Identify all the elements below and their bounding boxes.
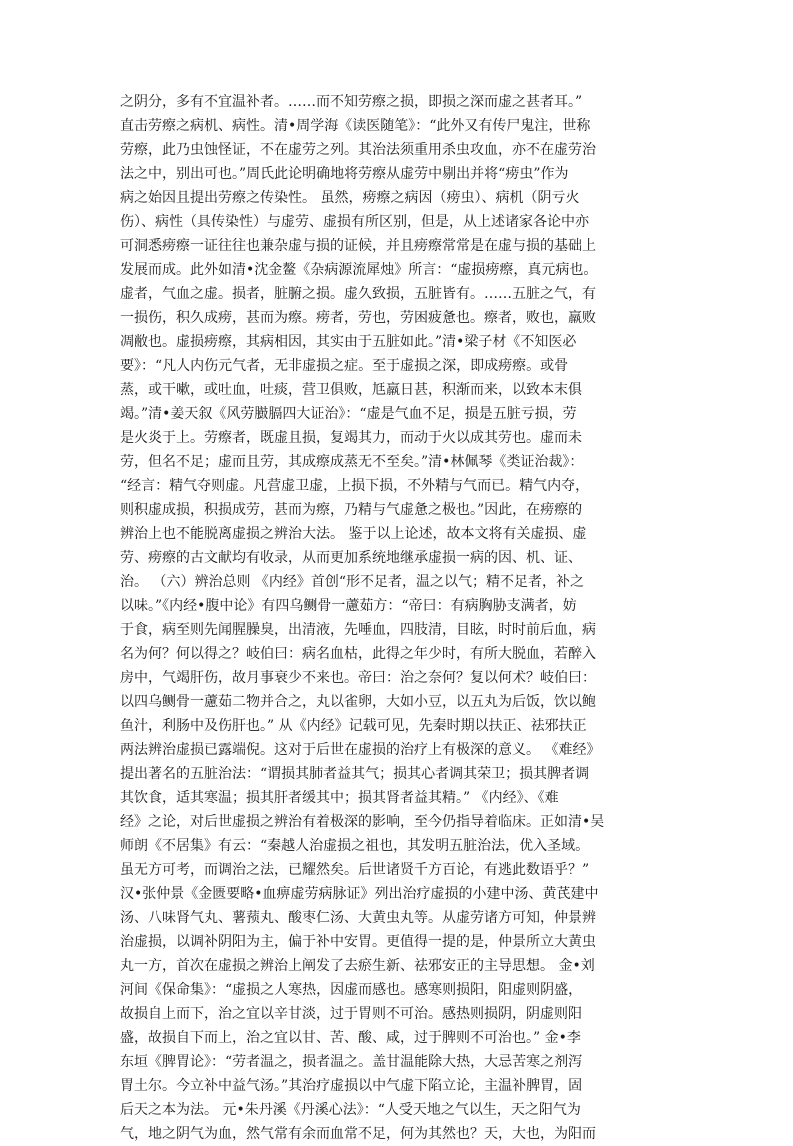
text-line: 辨治上也不能脱离虚损之辨治大法。 鉴于以上论述，故本文将有关虚损、虚: [120, 526, 587, 542]
text-line: 之阴分，多有不宜温补者。……而不知劳瘵之损，即损之深而虚之甚者耳。”: [120, 94, 583, 110]
text-line: 劳瘵，此乃虫蚀怪证，不在虚劳之列。其治法须重用杀虫攻血，亦不在虚劳治: [120, 142, 596, 158]
text-line: 以四乌鲗骨一藘茹二物并合之，丸以雀卵，大如小豆，以五丸为后饭，饮以鲍: [120, 694, 596, 710]
text-line: 东垣《脾胃论》：“劳者温之，损者温之。盖甘温能除大热，大忌苦寒之剂泻: [120, 1054, 583, 1070]
text-line: 要》：“凡人内伤元气者，无非虚损之症。至于虚损之深，即成痨瘵。或骨: [120, 358, 569, 374]
text-line: 后天之本为法。 元•朱丹溪《丹溪心法》：“人受天地之气以生，天之阳气为: [120, 1102, 581, 1118]
text-line: 劳，但名不足；虚而且劳，其成瘵成蒸无不至矣。”清•林佩琴《类证治裁》：: [120, 454, 584, 470]
text-line: 于食，病至则先闻腥臊臭，出清液，先唾血，四肢清，目眩，时时前后血，病: [120, 622, 596, 638]
text-line: 治虚损，以调补阴阳为主，偏于补中安胃。更值得一提的是，仲景所立大黄虫: [120, 934, 596, 950]
text-line: 直击劳瘵之病机、病性。清•周学海《读医随笔》：“此外又有传尸鬼注，世称: [120, 118, 591, 134]
text-line: 丸一方，首次在虚损之辨治上阐发了去瘀生新、祛邪安正的主导思想。 金•刘: [120, 958, 595, 974]
text-line: 其饮食，适其寒温；损其肝者缓其中；损其肾者益其精。” 《内经》、《难: [120, 790, 559, 806]
text-line: 名为何？何以得之？岐伯曰：病名血枯，此得之年少时，有所大脱血，若醉入: [120, 646, 596, 662]
text-line: 虽无方可考，而调治之法，已耀然矣。后世诸贤千方百论，有逃此数语乎？”: [120, 862, 590, 878]
document-page: [120, 90, 665, 1146]
text-line: 河间《保命集》：“虚损之人寒热，因虚而感也。感寒则损阳，阳虚则阴盛，: [120, 982, 583, 998]
text-line: 故损自上而下，治之宜以辛甘淡，过于胃则不可治。感热则损阴，阴虚则阳: [120, 1006, 582, 1022]
text-line: 则积虚成损，积损成劳，甚而为瘵，乃精与气虚惫之极也。”因此，在痨瘵的: [120, 502, 583, 518]
text-line: 发展而成。此外如清•沈金鳌《杂病源流犀烛》所言：“虚损痨瘵，真元病也。: [120, 262, 598, 278]
text-line: 伤）、病性（具传染性）与虚劳、虚损有所区别，但是，从上述诸家各论中亦: [120, 214, 589, 230]
text-line: 盛，故损自下而上，治之宜以甘、苦、酸、咸，过于脾则不可治也。” 金•李: [120, 1030, 581, 1046]
text-line: 气，地之阴气为血，然气常有余而血常不足，何为其然也？天，大也，为阳而: [120, 1126, 596, 1142]
text-line: 虚者，气血之虚。损者，脏腑之损。虚久致损，五脏皆有。……五脏之气，有: [120, 286, 596, 302]
text-line: 一损伤，积久成痨，甚而为瘵。痨者，劳也，劳困疲惫也。瘵者，败也，羸败: [120, 310, 596, 326]
text-line: 以味。”《内经•腹中论》有四乌鲗骨一藘茹方：“帝曰：有病胸胁支满者，妨: [120, 598, 577, 614]
text-line: 法之中，别出可也。”周氏此论明确地将劳瘵从虚劳中剔出并将“痨虫”作为: [120, 166, 569, 182]
text-line: 凋敝也。虚损痨瘵，其病相因，其实由于五脏如此。”清•梁子材《不知医必: [120, 334, 577, 350]
text-line: 是火炎于上。劳瘵者，既虚且损，复竭其力，而动于火以成其劳也。虚而未: [120, 430, 582, 446]
text-line: 两法辨治虚损已露端倪。这对于后世在虚损的治疗上有极深的意义。 《难经》: [120, 742, 601, 758]
text-line: 经》之论，对后世虚损之辨治有着极深的影响，至今仍指导着临床。正如清•吴: [120, 814, 605, 830]
text-line: 可洞悉痨瘵一证往往也兼杂虚与损的证候，并且痨瘵常常是在虚与损的基础上: [120, 238, 596, 254]
text-line: 提出著名的五脏治法：“谓损其肺者益其气；损其心者调其荣卫；损其脾者调: [120, 766, 590, 782]
text-line: 房中，气竭肝伤，故月事衰少不来也。帝曰：治之奈何？复以何术？岐伯曰：: [120, 670, 596, 686]
text-line: 治。 （六）辨治总则 《内经》首创“形不足者，温之以气；精不足者，补之: [120, 574, 585, 590]
text-line: 病之始因且提出劳瘵之传染性。 虽然，痨瘵之病因（痨虫）、病机（阴亏火: [120, 190, 580, 206]
text-line: 胃土尔。今立补中益气汤。”其治疗虚损以中气虚下陷立论，主温补脾胃，固: [120, 1078, 583, 1094]
text-line: 鱼汁，利肠中及伤肝也。” 从《内经》记载可见，先秦时期以扶正、祛邪扶正: [120, 718, 587, 734]
text-line: 汉•张仲景《金匮要略•血痹虚劳病脉证》列出治疗虚损的小建中汤、黄芪建中: [120, 886, 599, 902]
text-line: 劳、痨瘵的古文献均有收录，从而更加系统地继承虚损一病的因、机、证、: [120, 550, 582, 566]
text-line: 师朗《不居集》有云：“秦越人治虚损之祖也，其发明五脏治法，优入圣域。: [120, 838, 590, 854]
text-line: 汤、八味肾气丸、薯蓣丸、酸枣仁汤、大黄虫丸等。从虚劳诸方可知，仲景辨: [120, 910, 596, 926]
text-line: “经言：精气夺则虚。凡营虚卫虚，上损下损，不外精与气而已。精气内夺，: [120, 478, 590, 494]
text-line: 竭。”清•姜天叙《风劳臌膈四大证治》：“虚是气血不足，损是五脏亏损，劳: [120, 406, 577, 422]
text-line: 蒸，或干嗽，或吐血，吐痰，营卫俱败，尪羸日甚，积渐而来，以致本末俱: [120, 382, 582, 398]
